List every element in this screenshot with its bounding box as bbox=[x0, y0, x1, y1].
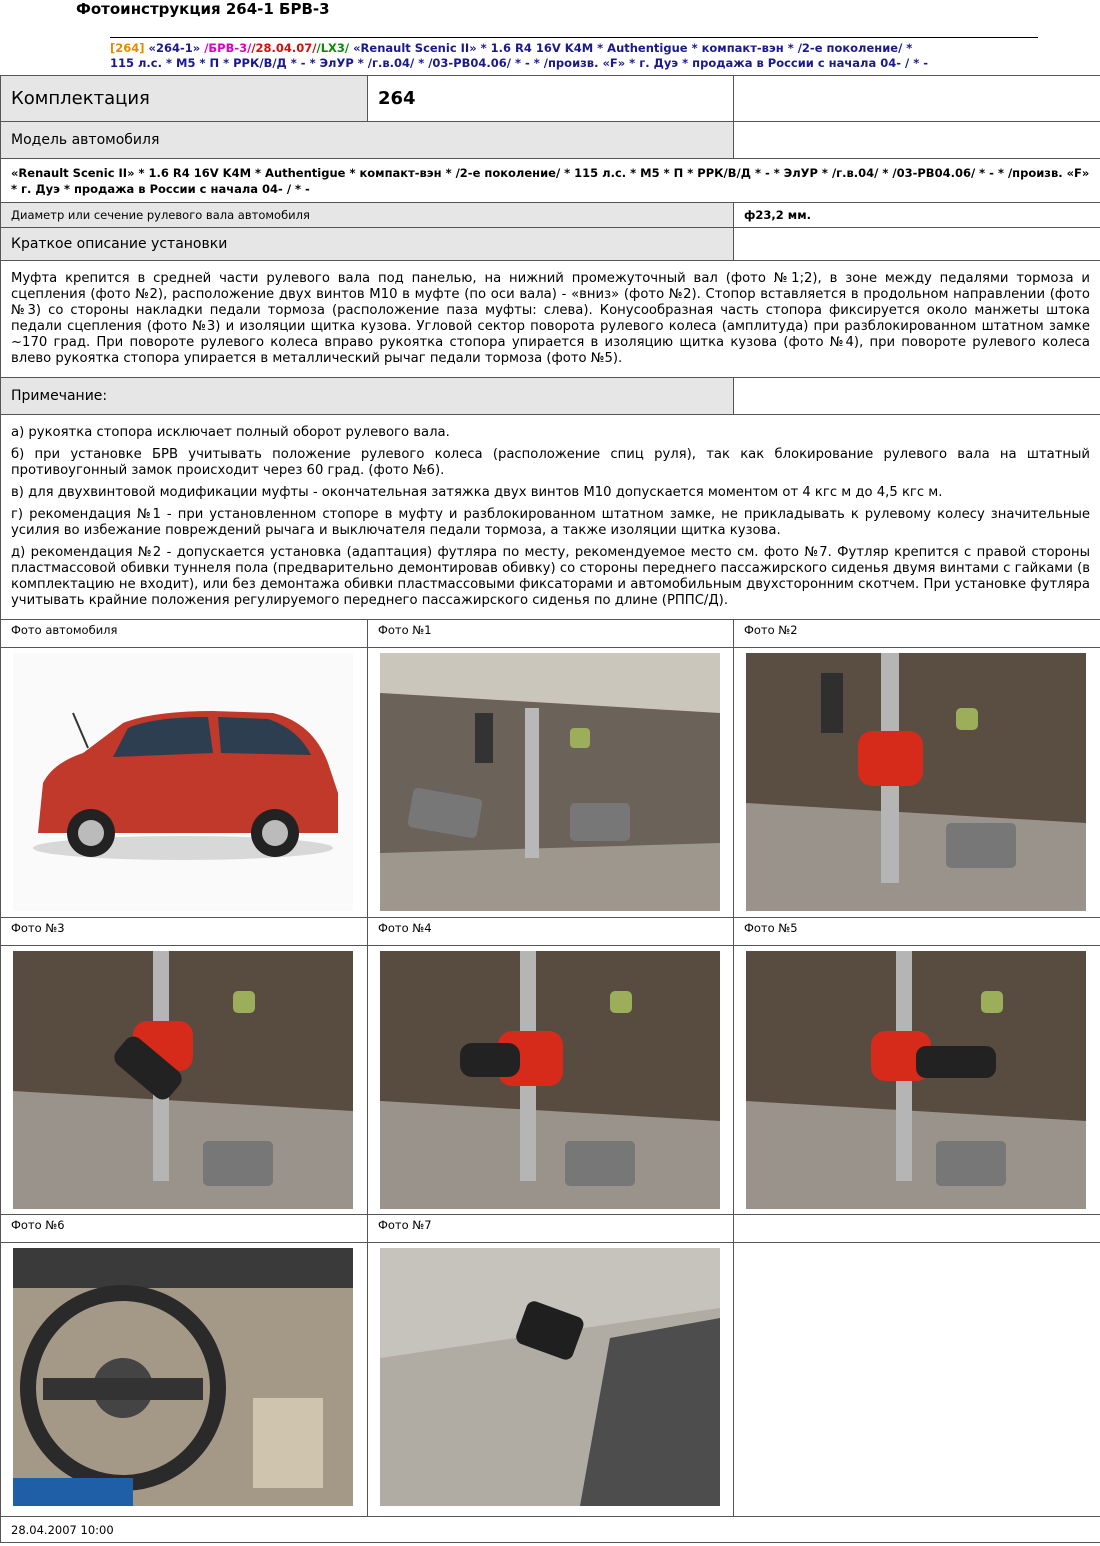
photo-caption-4: Фото №4 bbox=[368, 918, 734, 946]
note-d: г) рекомендация №1 - при установленном стопоре в муфту и разблокированном штатном замке, не прикладывать к рулевому колесу значительные усилия во избежание повреждений рычага и выключателя педали тормоза, а также изоляции щитка кузова. bbox=[11, 507, 1090, 538]
car-photo bbox=[13, 653, 353, 911]
photo-caption-7: Фото №7 bbox=[368, 1215, 734, 1243]
photo-cell-1 bbox=[368, 648, 734, 918]
footer-timestamp: 28.04.2007 10:00 bbox=[1, 1517, 1100, 1543]
photo-cell-6 bbox=[1, 1243, 368, 1517]
photo-2-image bbox=[746, 653, 1086, 911]
model-label: Модель автомобиля bbox=[1, 122, 734, 159]
photo-cell-3 bbox=[1, 946, 368, 1215]
note-a: а) рукоятка стопора исключает полный оборот рулевого вала. bbox=[11, 425, 450, 440]
instruction-table bbox=[0, 75, 1100, 1543]
code-vehicle-line1: «Renault Scenic II» * 1.6 R4 16V K4M * Authentigue * компакт-вэн * /2-е поколение/ * bbox=[353, 41, 913, 55]
header-divider bbox=[110, 37, 1038, 38]
notes-block bbox=[1, 415, 1100, 620]
note-b: б) при установке БРВ учитывать положение рулевого колеса (расположение спиц руля), так как блокирование рулевого вала на штатный противоугонный замок происходит через 60 град. (фото №6). bbox=[11, 447, 1090, 478]
photo-caption-6: Фото №6 bbox=[1, 1215, 368, 1243]
code-vehicle-line2: 115 л.с. * M5 * П * РРК/В/Д * - * ЭлУР * /г.в.04/ * /03-РВ04.06/ * - * /произв. «F» * г. Дуэ * продажа в России с начала 04- / * - bbox=[110, 56, 928, 70]
note-label: Примечание: bbox=[1, 378, 734, 415]
code-date: /28.04.07/ bbox=[251, 41, 317, 55]
note-empty bbox=[734, 378, 1100, 415]
photo-cell-2 bbox=[734, 648, 1100, 918]
photo-3-image bbox=[13, 951, 353, 1209]
photo-6-image bbox=[13, 1248, 353, 1506]
photo-caption-empty bbox=[734, 1215, 1100, 1243]
diameter-label: Диаметр или сечение рулевого вала автомобиля bbox=[1, 203, 734, 228]
komplektatsiya-empty bbox=[734, 76, 1100, 122]
photo-cell-5 bbox=[734, 946, 1100, 1215]
photo-caption-car: Фото автомобиля bbox=[1, 620, 368, 648]
photo-caption-2: Фото №2 bbox=[734, 620, 1100, 648]
photo-7-image bbox=[380, 1248, 720, 1506]
short-desc-label: Краткое описание установки bbox=[1, 228, 734, 261]
document-title: Фотоинструкция 264-1 БРВ-3 bbox=[76, 0, 330, 18]
photo-cell-4 bbox=[368, 946, 734, 1215]
code-brv: /БРВ-3/ bbox=[204, 41, 252, 55]
short-desc-empty bbox=[734, 228, 1100, 261]
photo-caption-5: Фото №5 bbox=[734, 918, 1100, 946]
photo-caption-1: Фото №1 bbox=[368, 620, 734, 648]
model-value: «Renault Scenic II» * 1.6 R4 16V K4M * Authentigue * компакт-вэн * /2-е поколение/ * 115 л.с. * M5 * П * РРК/В/Д * - * ЭлУР * /г.в.04/ * /03-РВ04.06/ * - * /произв. «F» * г. Дуэ * продажа в России с начала 04- / * - bbox=[1, 159, 1100, 203]
photo-caption-3: Фото №3 bbox=[1, 918, 368, 946]
code-lx: /LX3/ bbox=[316, 41, 350, 55]
header-code bbox=[110, 41, 1050, 71]
model-empty bbox=[734, 122, 1100, 159]
photo-cell-car bbox=[1, 648, 368, 918]
komplektatsiya-label: Комплектация bbox=[1, 76, 368, 122]
photo-5-image bbox=[746, 951, 1086, 1209]
note-c: в) для двухвинтовой модификации муфты - окончательная затяжка двух винтов М10 допускается моментом от 4 кгс м до 4,5 кгс м. bbox=[11, 485, 943, 500]
photo-4-image bbox=[380, 951, 720, 1209]
note-e: д) рекомендация №2 - допускается установка (адаптация) футляра по месту, рекомендуемое место см. фото №7. Футляр крепится с правой стороны пластмассовой обивки туннеля пола (предварительно демонтировав обивку) со стороны переднего пассажирского сиденья двумя винтами с гайками (в комплектацию не входит), или без демонтажа обивки пластмассовыми фиксаторами и автомобильным двухсторонним скотчем. При установке футляра учитывать крайние положения регулируемого переднего пассажирского сиденья по длине (РППС/Д). bbox=[11, 545, 1090, 608]
photo-cell-7 bbox=[368, 1243, 734, 1517]
code-bracket: [264] bbox=[110, 41, 145, 55]
short-desc-text: Муфта крепится в средней части рулевого вала под панелью, на нижний промежуточный вал (фото №1;2), в зоне между педалями тормоза и сцепления (фото №2), расположение двух винтов М10 в муфте (по оси вала) - «вниз» (фото №2). Стопор вставляется в продольном направлении (фото №3) со стороны накладки педали тормоза (расположение паза муфты: слева). Конусообразная часть стопора фиксируется около манжеты штока педали сцепления (фото №3) и изоляции щитка кузова. Угловой сектор поворота рулевого колеса (амплитуда) при разблокированном штатном замке ~170 град. При повороте рулевого колеса вправо рукоятка стопора упирается в изоляцию щитка кузова (фото №4), при повороте рулевого колеса влево рукоятка стопора упирается в металлический рычаг педали тормоза (фото №5). bbox=[1, 261, 1100, 378]
photo-empty-cell bbox=[734, 1243, 1100, 1517]
diameter-value: ф23,2 мм. bbox=[734, 203, 1100, 228]
code-quote: «264-1» bbox=[148, 41, 201, 55]
photo-1-image bbox=[380, 653, 720, 911]
komplektatsiya-value: 264 bbox=[368, 76, 734, 122]
